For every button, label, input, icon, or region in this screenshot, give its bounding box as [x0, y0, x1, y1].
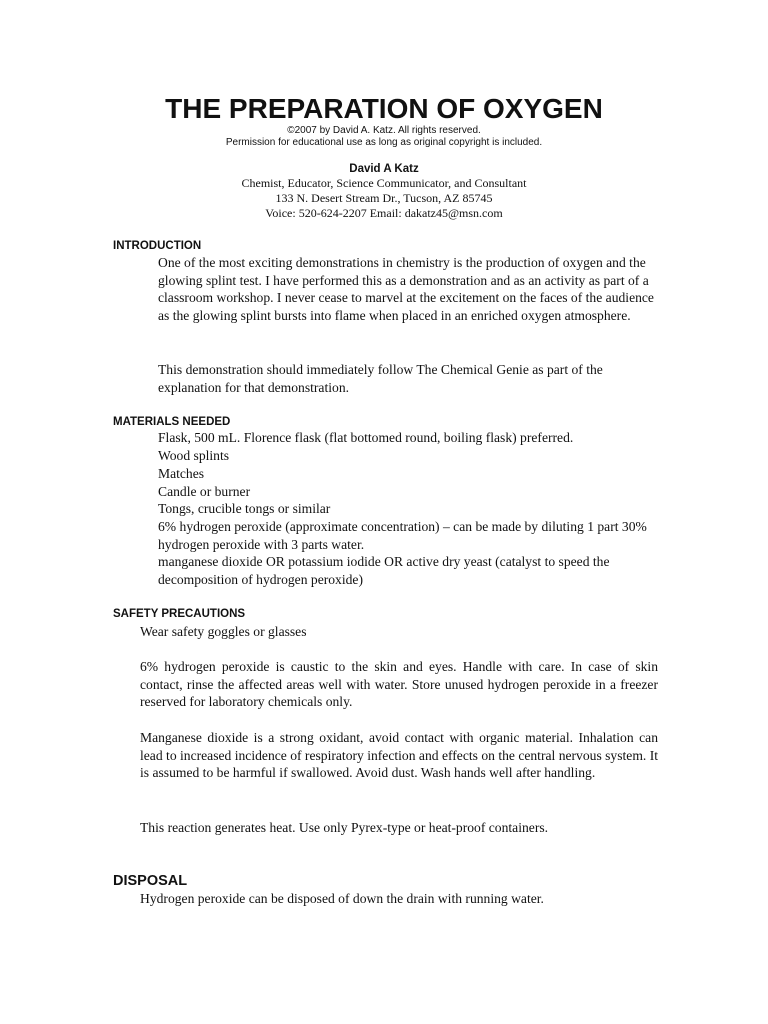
disposal-text: Hydrogen peroxide can be disposed of down the drain with running water.	[140, 891, 544, 906]
disposal-heading: DISPOSAL	[113, 873, 188, 889]
materials-item: Candle or burner	[158, 484, 251, 499]
document-title: THE PREPARATION OF OXYGEN	[165, 93, 603, 124]
copyright-line: ©2007 by David A. Katz. All rights reserved.	[287, 125, 481, 136]
author-name: David A Katz	[349, 163, 419, 175]
author-contact: Voice: 520-624-2207 Email: dakatz45@msn.com	[265, 206, 503, 220]
materials-item: Tongs, crucible tongs or similar	[158, 501, 331, 516]
author-address: 133 N. Desert Stream Dr., Tucson, AZ 85745	[275, 191, 493, 205]
materials-item: Matches	[158, 466, 205, 481]
safety-heading: SAFETY PRECAUTIONS	[113, 608, 246, 620]
materials-item: manganese dioxide OR potassium iodide OR active dry yeast (catalyst to speed the decomposition of hydrogen peroxide)	[158, 554, 610, 587]
author-role: Chemist, Educator, Science Communicator, and Consultant	[241, 176, 527, 190]
introduction-paragraph-1: One of the most exciting demonstrations in chemistry is the production of oxygen and the glowing splint test. I have performed this as a demonstration and as an activity as part of a classroom workshop. I never cease to marvel at the excitement on the faces of the audience as the glowing splint bursts into flame when placed in an enriched oxygen atmosphere.	[158, 255, 654, 323]
materials-item: Flask, 500 mL. Florence flask (flat bottomed round, boiling flask) preferred.	[158, 430, 574, 445]
safety-paragraph-1: Wear safety goggles or glasses	[140, 624, 307, 639]
introduction-paragraph-2: This demonstration should immediately follow The Chemical Genie as part of the explanation for that demonstration.	[158, 362, 603, 395]
materials-item: 6% hydrogen peroxide (approximate concentration) – can be made by diluting 1 part 30% hydrogen peroxide with 3 parts water.	[158, 519, 647, 552]
materials-item: Wood splints	[158, 448, 230, 463]
safety-paragraph-3: Manganese dioxide is a strong oxidant, avoid contact with organic material. Inhalation can lead to increased incidence of respiratory infection and effects on the central nervous system. It is assumed to be harmful if swallowed. Avoid dust. Wash hands well after handling.	[140, 730, 658, 780]
permission-line: Permission for educational use as long as original copyright is included.	[225, 137, 543, 148]
introduction-heading: INTRODUCTION	[113, 240, 202, 252]
safety-paragraph-4: This reaction generates heat. Use only Pyrex-type or heat-proof containers.	[140, 820, 549, 835]
safety-paragraph-2: 6% hydrogen peroxide is caustic to the skin and eyes. Handle with care. In case of skin contact, rinse the affected areas well with water. Store unused hydrogen peroxide in a freezer reserved for laboratory chemicals only.	[140, 659, 658, 709]
materials-heading: MATERIALS NEEDED	[113, 416, 231, 428]
